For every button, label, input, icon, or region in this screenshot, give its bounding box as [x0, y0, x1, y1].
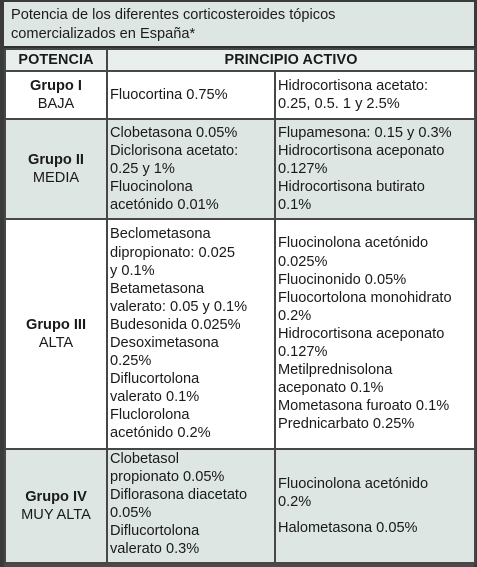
drug-line: Fluclorolona: [110, 407, 190, 424]
drug-line: propionato 0.05%: [110, 469, 225, 486]
drug-list-right: [275, 219, 475, 449]
drug-line: 0.127%: [278, 160, 328, 177]
drug-line: acetónido 0.01%: [110, 197, 219, 214]
drug-list-right: [275, 449, 475, 563]
drug-line: acetónido 0.2%: [110, 425, 211, 442]
drug-list-left: [107, 449, 275, 563]
drug-list-left: [107, 219, 275, 449]
table-row-grupo-iv: [5, 449, 475, 563]
table-caption: [4, 2, 474, 48]
table-frame: [4, 2, 474, 567]
header-row: [5, 49, 475, 71]
drug-line: 0.1%: [278, 197, 312, 214]
drug-line: Fluocinolona acetónido: [278, 475, 429, 492]
drug-list-left: [107, 71, 275, 119]
group-name: Grupo IV: [25, 489, 87, 505]
table-row-grupo-i: [5, 71, 475, 119]
drug-line: Hidrocortisona butirato: [278, 179, 425, 196]
table-row-grupo-iii: [5, 219, 475, 449]
drug-line: 0.25%: [110, 353, 152, 370]
drug-line: 0.25, 0.5. 1 y 2.5%: [278, 96, 400, 112]
group-cell: [5, 119, 107, 219]
drug-line: Prednicarbato 0.25%: [278, 416, 415, 433]
drug-line: Hidrocortisona aceponato: [278, 325, 445, 342]
spacer: [278, 511, 473, 519]
drug-line: Fluocortolona monohidrato: [278, 289, 452, 306]
drug-line: dipropionato: 0.025: [110, 244, 235, 261]
drug-line: Hidrocortisona acetato:: [278, 77, 429, 94]
caption-line-1: Potencia de los diferentes corticosteroides tópicos: [11, 7, 336, 23]
group-level: ALTA: [38, 335, 74, 351]
drug-line: Fluocortina 0.75%: [110, 86, 228, 103]
drug-line: Flupamesona: 0.15 y 0.3%: [278, 124, 452, 141]
drug-line: y 0.1%: [110, 262, 155, 279]
drug-line: valerato: 0.05 y 0.1%: [110, 298, 248, 315]
drug-line: Metilprednisolona: [278, 362, 393, 379]
drug-line: Clobetasona 0.05%: [110, 124, 238, 141]
drug-line: 0.05%: [110, 505, 152, 522]
drug-line: Hidrocortisona aceponato: [278, 142, 445, 159]
drug-line: 0.25 y 1%: [110, 160, 175, 177]
drug-line: Beclometasona: [110, 226, 211, 243]
header-principio-activo: PRINCIPIO ACTIVO: [107, 49, 475, 71]
drug-line: Halometasona 0.05%: [278, 520, 418, 537]
drug-line: 0.127%: [278, 344, 328, 361]
drug-line: Desoximetasona: [110, 335, 219, 351]
group-name: Grupo III: [26, 317, 86, 333]
header-potencia: POTENCIA: [5, 49, 107, 71]
drug-line: Budesonida 0.025%: [110, 316, 241, 333]
drug-line: valerato 0.1%: [110, 389, 200, 406]
drug-line: Fluocinolona acetónido: [278, 235, 429, 252]
drug-line: 0.2%: [278, 307, 312, 324]
drug-list-left: [107, 119, 275, 219]
drug-line: Fluocinolona: [110, 179, 193, 196]
group-cell: [5, 219, 107, 449]
drug-line: aceponato 0.1%: [278, 380, 384, 397]
drug-line: Diflorasona diacetato: [110, 487, 248, 504]
caption-line-2: comercializados en España*: [11, 25, 196, 42]
group-cell: [5, 71, 107, 119]
drug-line: 0.2%: [278, 493, 312, 510]
drug-line: Diclorisona acetato:: [110, 142, 239, 159]
group-level: BAJA: [37, 96, 75, 112]
drug-line: Clobetasol: [110, 451, 179, 467]
drug-list-right: [275, 71, 475, 119]
group-level: MEDIA: [32, 170, 80, 186]
drug-line: valerato 0.3%: [110, 541, 200, 558]
drug-line: Mometasona furoato 0.1%: [278, 398, 450, 415]
corticosteroid-potency-table: [4, 48, 476, 564]
drug-line: Fluocinonido 0.05%: [278, 271, 407, 288]
drug-list-right: [275, 119, 475, 219]
group-name: Grupo II: [28, 152, 84, 168]
group-cell: [5, 449, 107, 563]
group-name: Grupo I: [30, 78, 82, 94]
table-row-grupo-ii: [5, 119, 475, 219]
drug-line: Diflucortolona: [110, 523, 200, 540]
drug-line: 0.025%: [278, 253, 328, 270]
group-level: MUY ALTA: [21, 507, 91, 523]
drug-line: Diflucortolona: [110, 371, 200, 388]
drug-line: Betametasona: [110, 280, 205, 297]
